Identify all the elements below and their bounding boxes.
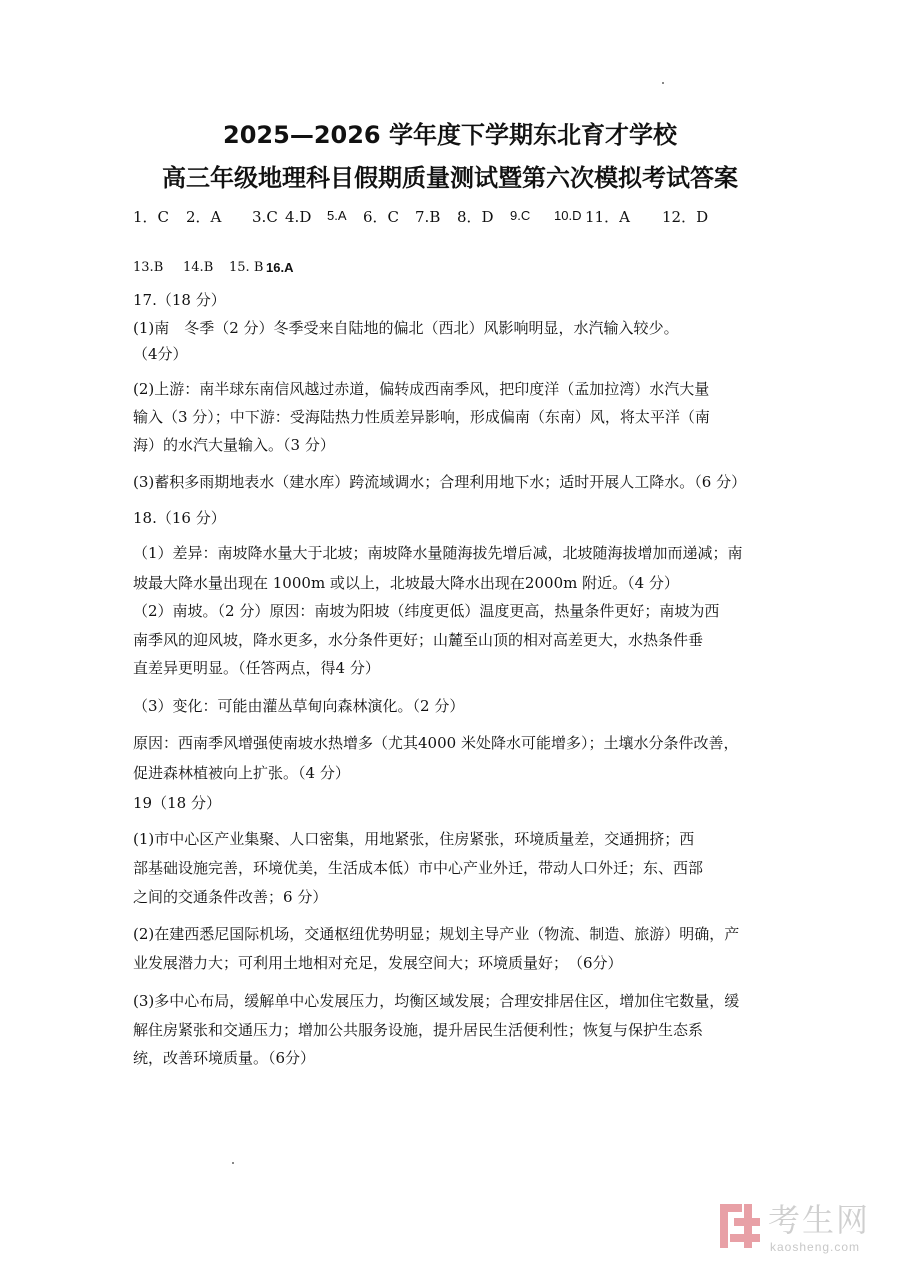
- watermark-logo: [718, 1198, 888, 1260]
- choice-answer-12: 12．D: [662, 208, 709, 226]
- q19-part1-line1: (1)市中心区产业集聚、人口密集，用地紧张，住房紧张，环境质量差，交通拥挤；西: [133, 830, 695, 848]
- q19-header: 19（18 分）: [133, 794, 221, 812]
- scan-dot-bottom: [232, 1162, 234, 1164]
- q18-part1-line1: （1）差异：南坡降水量大于北坡；南坡降水量随海拔先增后减，北坡随海拔增加而递减；南: [133, 544, 743, 562]
- kaosheng-logo-icon: [718, 1202, 762, 1250]
- q17-header: 17.（18 分）: [133, 291, 226, 309]
- choice-answer-7: 7.B: [415, 208, 441, 226]
- choice-answer-10: 10.D: [554, 208, 582, 223]
- q17-part1-line2: （4分）: [133, 345, 188, 363]
- q18-part2-line1: （2）南坡。（2 分）原因：南坡为阳坡（纬度更低）温度更高，热量条件更好；南坡为西: [133, 602, 720, 620]
- choice-answer-9: 9.C: [510, 208, 531, 223]
- q19-part3-line2: 解住房紧张和交通压力；增加公共服务设施，提升居民生活便利性；恢复与保护生态系: [133, 1021, 704, 1039]
- q17-part2-line2: 输入（3 分）；中下游：受海陆热力性质差异影响，形成偏南（东南）风，将太平洋（南: [133, 408, 710, 426]
- q18-part2-line2: 南季风的迎风坡，降水更多，水分条件更好；山麓至山顶的相对高差更大，水热条件垂: [133, 631, 704, 649]
- choice-answer-3: 3.C: [252, 208, 278, 226]
- q19-part2-line1: (2)在建西悉尼国际机场，交通枢纽优势明显；规划主导产业（物流、制造、旅游）明确，产: [133, 925, 740, 943]
- watermark-text: 考生网: [768, 1201, 871, 1239]
- choice-answer-15: 15. B: [229, 260, 264, 275]
- watermark-url: kaosheng.com: [770, 1240, 861, 1254]
- q19-part1-line3: 之间的交通条件改善；6 分）: [133, 888, 328, 906]
- choice-answer-13: 13.B: [133, 260, 164, 275]
- choice-answer-4: 4.D: [285, 208, 312, 226]
- q19-part1-line2: 部基础设施完善，环境优美，生活成本低）市中心产业外迁，带动人口外迁；东、西部: [133, 859, 704, 877]
- choice-answer-6: 6．C: [363, 208, 400, 226]
- q17-part2-line3: 海）的水汽大量输入。（3 分）: [133, 436, 335, 454]
- q17-part2-line1: (2)上游：南半球东南信风越过赤道，偏转成西南季风，把印度洋（孟加拉湾）水汽大量: [133, 380, 710, 398]
- q17-part3-line1: (3)蓄积多雨期地表水（建水库）跨流域调水；合理利用地下水；适时开展人工降水。（6 分）: [133, 473, 747, 491]
- q18-part2-line3: 直差异更明显。（任答两点，得4 分）: [133, 659, 380, 677]
- q19-part2-line2: 业发展潜力大；可利用土地相对充足，发展空间大；环境质量好； （6分）: [133, 954, 623, 972]
- q18-part1-line2: 坡最大降水量出现在 1000m 或以上，北坡最大降水出现在2000m 附近。（4 分）: [133, 574, 679, 592]
- q17-part1-line1: (1)南 冬季（2 分）冬季受来自陆地的偏北（西北）风影响明显，水汽输入较少。: [133, 319, 679, 337]
- choice-answer-5: 5.A: [327, 208, 347, 223]
- q18-part4-line2: 促进森林植被向上扩张。（4 分）: [133, 764, 350, 782]
- choice-answer-11: 11．A: [585, 208, 630, 226]
- page-title-line1: 2025—2026 学年度下学期东北育才学校: [223, 121, 677, 149]
- q18-part3-line1: （3）变化：可能由灌丛草甸向森林演化。（2 分）: [133, 697, 465, 715]
- q18-header: 18.（16 分）: [133, 509, 226, 527]
- choice-answer-2: 2．A: [186, 208, 222, 226]
- choice-answer-14: 14.B: [183, 260, 214, 275]
- q18-part4-line1: 原因：西南季风增强使南坡水热增多（尤其4000 米处降水可能增多）；土壤水分条件改善，: [133, 734, 739, 752]
- scan-dot-top: [662, 82, 664, 84]
- page-title-line2: 高三年级地理科目假期质量测试暨第六次模拟考试答案: [162, 164, 738, 192]
- q19-part3-line3: 统，改善环境质量。（6分）: [133, 1049, 316, 1067]
- choice-answer-16: 16.A: [266, 260, 294, 275]
- choice-answer-1: 1．C: [133, 208, 170, 226]
- choice-answer-8: 8．D: [457, 208, 494, 226]
- q19-part3-line1: (3)多中心布局，缓解单中心发展压力，均衡区域发展；合理安排居住区，增加住宅数量，缓: [133, 992, 740, 1010]
